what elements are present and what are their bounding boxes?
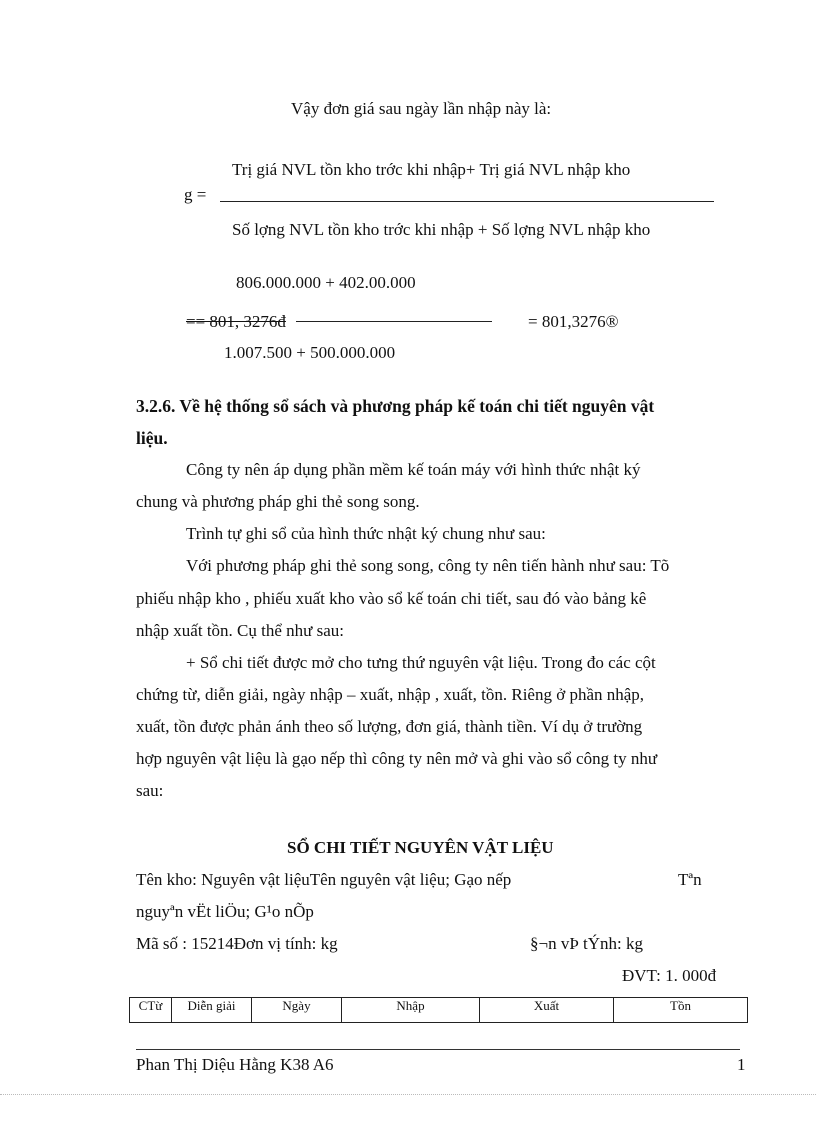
ledger-title: SỔ CHI TIẾT NGUYÊN VẬT LIỆU <box>287 838 554 857</box>
col-ctu: CTừ <box>130 998 172 1023</box>
col-nhap: Nhập <box>342 998 480 1023</box>
calc-denominator: 1.007.500 + 500.000.000 <box>224 343 396 362</box>
footer-author: Phan Thị Diệu Hằng K38 A6 <box>136 1055 334 1074</box>
footer-page-number: 1 <box>737 1055 746 1074</box>
paragraph-2: Trình tự ghi sổ của hình thức nhật ký chung như sau: <box>186 524 546 543</box>
ledger-line3-a: Mã số : 15214Đơn vị tính: kg <box>136 934 338 953</box>
section-heading-line2: liệu. <box>136 428 168 448</box>
formula-numerator: Trị giá NVL tồn kho trớc khi nhập+ Trị giá NVL nhập kho <box>232 160 631 179</box>
paragraph-1-line2: chung và phương pháp ghi thẻ song song. <box>136 492 420 511</box>
formula-lhs: g = <box>184 185 207 204</box>
calc-fraction-line <box>296 321 492 322</box>
footer-rule <box>136 1049 740 1050</box>
ledger-header-row <box>130 998 748 1023</box>
col-ngay: Ngày <box>252 998 342 1023</box>
formula-intro: Vậy đơn giá sau ngày lần nhập này là: <box>291 99 552 118</box>
col-ton: Tồn <box>614 998 748 1023</box>
paragraph-4-line4: hợp nguyên vật liệu là gạo nếp thì công ty nên mở và ghi vào sổ công ty như <box>136 749 658 768</box>
paragraph-4-line5: sau: <box>136 781 164 800</box>
paragraph-3-line1: Với phương pháp ghi thẻ song song, công ty nên tiến hành như sau: Tõ <box>186 556 670 575</box>
ledger-line2: nguyªn vËt liÖu; G¹o nÕp <box>136 902 314 921</box>
ledger-line3-b: §¬n vÞ tÝnh: kg <box>530 934 644 953</box>
ledger-line1-a: Tên kho: Nguyên vật liệuTên nguyên vật liệu; Gạo nếp <box>136 870 512 889</box>
paragraph-3-line3: nhập xuất tồn. Cụ thể như sau: <box>136 621 344 640</box>
calc-lhs: == 801, 3276đ <box>186 312 286 331</box>
col-dien-giai: Diễn giải <box>172 998 252 1023</box>
formula-denominator: Số lợng NVL tồn kho trớc khi nhập + Số lợng NVL nhập kho <box>232 220 651 239</box>
calc-result: = 801,3276® <box>528 312 619 331</box>
ledger-line1-b: Tªn <box>678 870 702 889</box>
col-xuat: Xuất <box>480 998 614 1023</box>
fraction-line <box>220 201 714 202</box>
paragraph-4-line2: chứng từ, diễn giải, ngày nhập – xuất, nhập , xuất, tồn. Riêng ở phần nhập, <box>136 685 645 704</box>
section-heading-line1: 3.2.6. Về hệ thống sổ sách và phương pháp kế toán chi tiết nguyên vật <box>136 396 655 416</box>
ledger-table <box>129 997 748 1023</box>
paragraph-1-line1: Công ty nên áp dụng phần mềm kế toán máy với hình thức nhật ký <box>186 460 641 479</box>
calc-numerator: 806.000.000 + 402.00.000 <box>236 273 416 292</box>
paragraph-4-line3: xuất, tồn được phản ánh theo số lượng, đơn giá, thành tiền. Ví dụ ở trường <box>136 717 643 736</box>
ledger-unit: ĐVT: 1. 000đ <box>622 966 717 985</box>
page-edge <box>0 1094 816 1095</box>
paragraph-3-line2: phiếu nhập kho , phiếu xuất kho vào sổ kế toán chi tiết, sau đó vào bảng kê <box>136 589 647 608</box>
paragraph-4-line1: + Sổ chi tiết được mở cho tưng thứ nguyên vật liệu. Trong đo các cột <box>186 653 656 672</box>
